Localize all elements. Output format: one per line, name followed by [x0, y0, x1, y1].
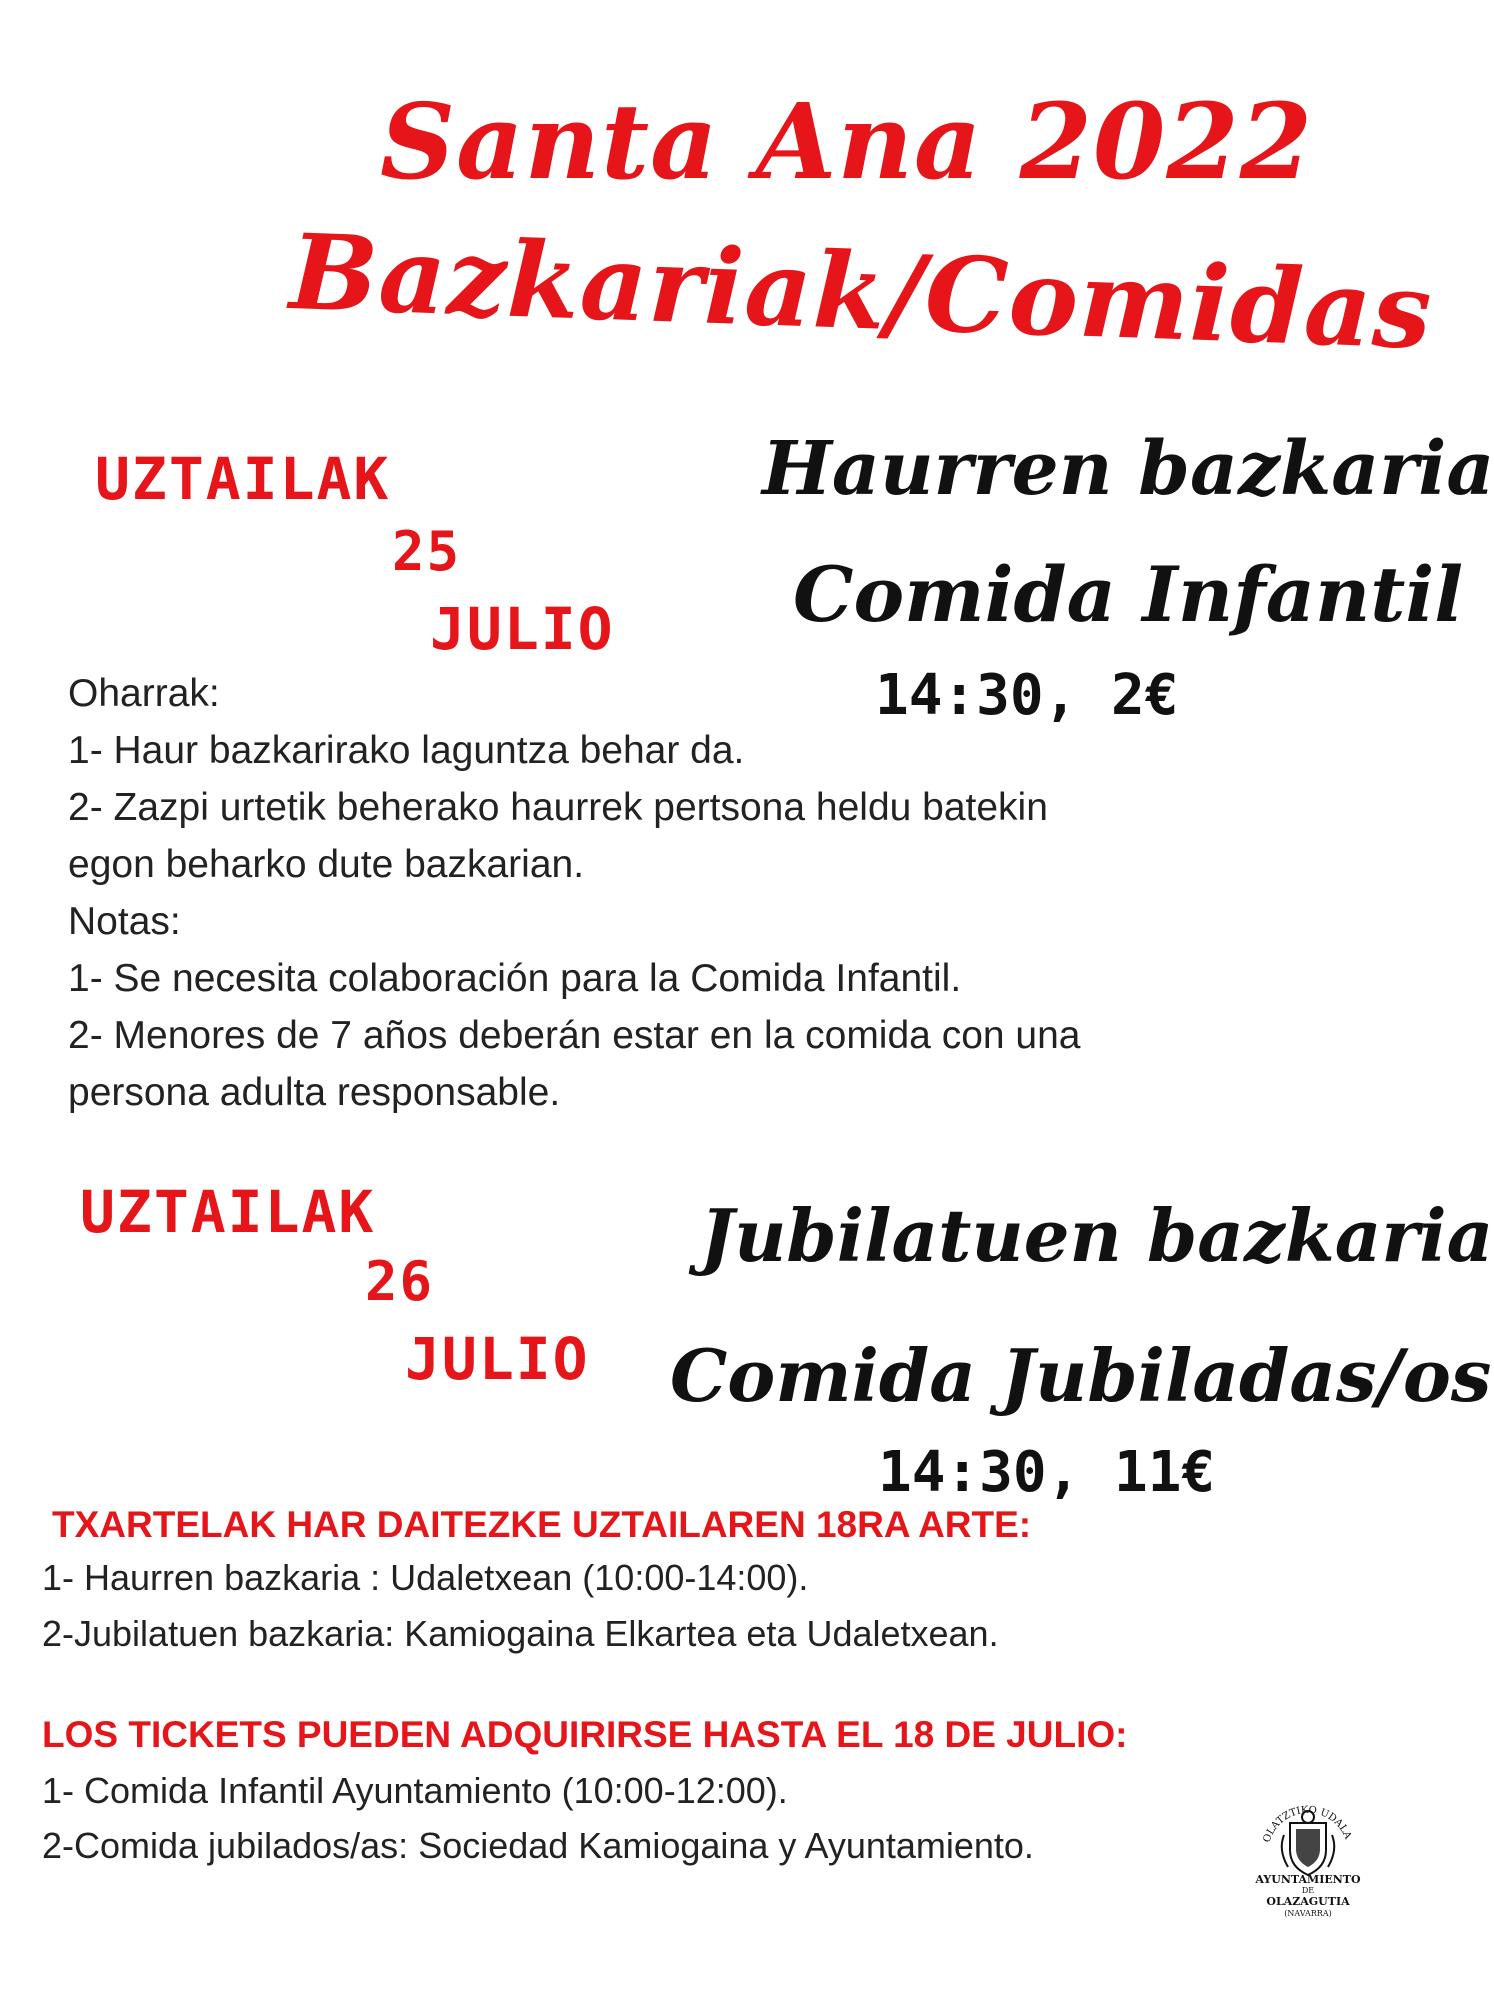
title-line-1: Santa Ana 2022 [380, 80, 1314, 203]
municipal-seal [1238, 1795, 1378, 1925]
notes-eu-item-2b: egon beharko dute bazkarian. [68, 843, 585, 886]
event1-day: 25 [392, 520, 462, 583]
notes-heading-eu: Oharrak: [68, 672, 220, 715]
notes-es-item-2b: persona adulta responsable. [68, 1071, 561, 1114]
seal-label-2: DE [1301, 1886, 1315, 1895]
seal-label-4: (NAVARRA) [1284, 1909, 1332, 1918]
notes-eu-item-1: 1- Haur bazkarirako laguntza behar da. [68, 729, 745, 772]
tickets-es-item-2: 2-Comida jubilados/as: Sociedad Kamiogaina y Ayuntamiento. [42, 1825, 1034, 1866]
tickets-es-item-1: 1- Comida Infantil Ayuntamiento (10:00-12:00). [42, 1770, 788, 1811]
seal-label-1: AYUNTAMIENTO [1255, 1873, 1361, 1886]
event2-time-price: 14:30, 11€ [878, 1440, 1216, 1505]
event2-day: 26 [365, 1250, 435, 1313]
notes-es-item-1: 1- Se necesita colaboración para la Comida Infantil. [68, 957, 962, 1000]
notes-heading-es: Notas: [68, 900, 181, 943]
event1-name-eu: Haurren bazkaria [762, 426, 1494, 512]
svg-text:OLATZTIKO UDALA: OLATZTIKO UDALA [1261, 1804, 1354, 1845]
event2-month-es: JULIO [405, 1325, 590, 1393]
event1-month-es: JULIO [430, 595, 615, 663]
event1-month-eu: UZTAILAK [95, 445, 391, 513]
tickets-es-heading: LOS TICKETS PUEDEN ADQUIRIRSE HASTA EL 18 DE JULIO: [42, 1714, 1128, 1755]
title-line-2: Bazkariak/Comidas [287, 210, 1435, 373]
notes-es-item-2a: 2- Menores de 7 años deberán estar en la comida con una [68, 1014, 1081, 1057]
tickets-eu-heading: TXARTELAK HAR DAITEZKE UZTAILAREN 18RA ARTE: [52, 1504, 1032, 1545]
event2-name-eu: Jubilatuen bazkaria [700, 1193, 1494, 1278]
seal-label-3: OLAZAGUTIA [1266, 1895, 1350, 1908]
tickets-eu-item-1: 1- Haurren bazkaria : Udaletxean (10:00-14:00). [42, 1557, 809, 1598]
event2-name-es: Comida Jubiladas/os [670, 1333, 1492, 1418]
event1-name-es: Comida Infantil [793, 550, 1464, 639]
notes-block [68, 665, 1368, 1121]
event2-month-eu: UZTAILAK [80, 1178, 376, 1246]
tickets-eu-item-2: 2-Jubilatuen bazkaria: Kamiogaina Elkartea eta Udaletxean. [42, 1613, 999, 1654]
event1-time-price: 14:30, 2€ [875, 663, 1179, 728]
notes-eu-item-2a: 2- Zazpi urtetik beherako haurrek pertsona heldu batekin [68, 786, 1048, 829]
